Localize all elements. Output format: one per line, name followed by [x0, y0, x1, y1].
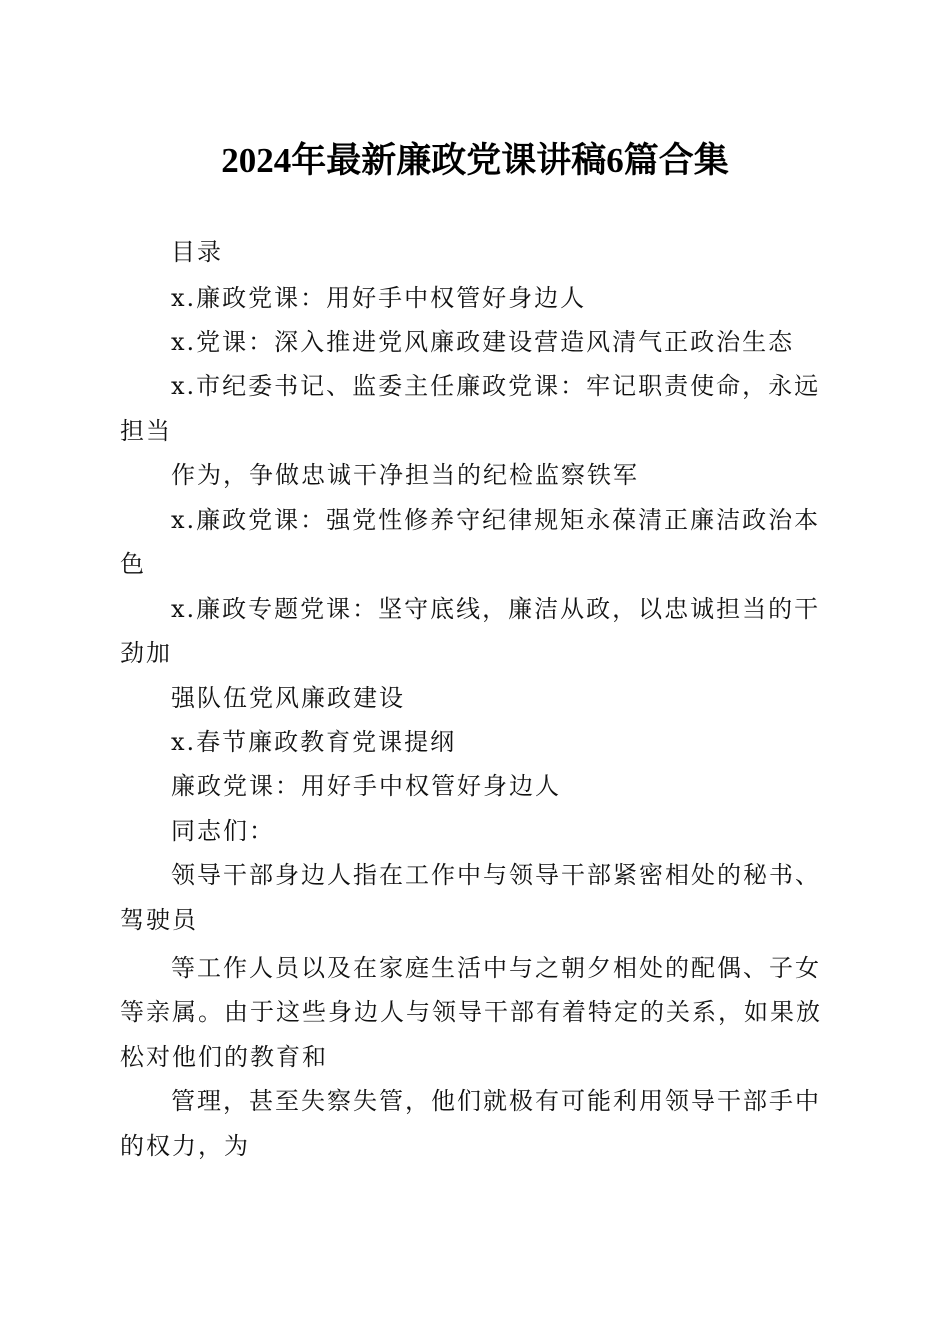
toc-item: x.春节廉政教育党课提纲	[171, 728, 457, 756]
toc-item: x.廉政专题党课：坚守底线，廉洁从政，以忠诚担当的干	[171, 595, 821, 623]
body-paragraph-line: 的权力，为	[120, 1132, 250, 1160]
body-paragraph-line: 等亲属。由于这些身边人与领导干部有着特定的关系，如果放	[120, 998, 822, 1026]
toc-item: x.廉政党课：强党性修养守纪律规矩永葆清正廉洁政治本	[171, 506, 821, 534]
toc-item: x.党课：深入推进党风廉政建设营造风清气正政治生态	[171, 328, 795, 356]
body-paragraph-line: 领导干部身边人指在工作中与领导干部紧密相处的秘书、	[171, 861, 821, 889]
toc-item-continued: 担当	[120, 417, 172, 445]
toc-item-continued: 作为，争做忠诚干净担当的纪检监察铁军	[171, 461, 639, 489]
toc-item-continued: 强队伍党风廉政建设	[171, 684, 405, 712]
body-paragraph-line: 管理，甚至失察失管，他们就极有可能利用领导干部手中	[171, 1087, 821, 1115]
toc-item: x.市纪委书记、监委主任廉政党课：牢记职责使命，永远	[171, 372, 821, 400]
document-title: 2024年最新廉政党课讲稿6篇合集	[221, 141, 729, 180]
toc-item-continued: 色	[120, 550, 146, 578]
toc-item-continued: 劲加	[120, 639, 172, 667]
body-paragraph-line: 驾驶员	[120, 906, 198, 934]
body-paragraph-line: 等工作人员以及在家庭生活中与之朝夕相处的配偶、子女	[171, 954, 821, 982]
body-paragraph-line: 松对他们的教育和	[120, 1043, 328, 1071]
salutation: 同志们：	[171, 817, 275, 845]
toc-item: x.廉政党课：用好手中权管好身边人	[171, 284, 587, 312]
toc-heading: 目录	[171, 238, 223, 266]
section-heading: 廉政党课：用好手中权管好身边人	[171, 772, 561, 800]
